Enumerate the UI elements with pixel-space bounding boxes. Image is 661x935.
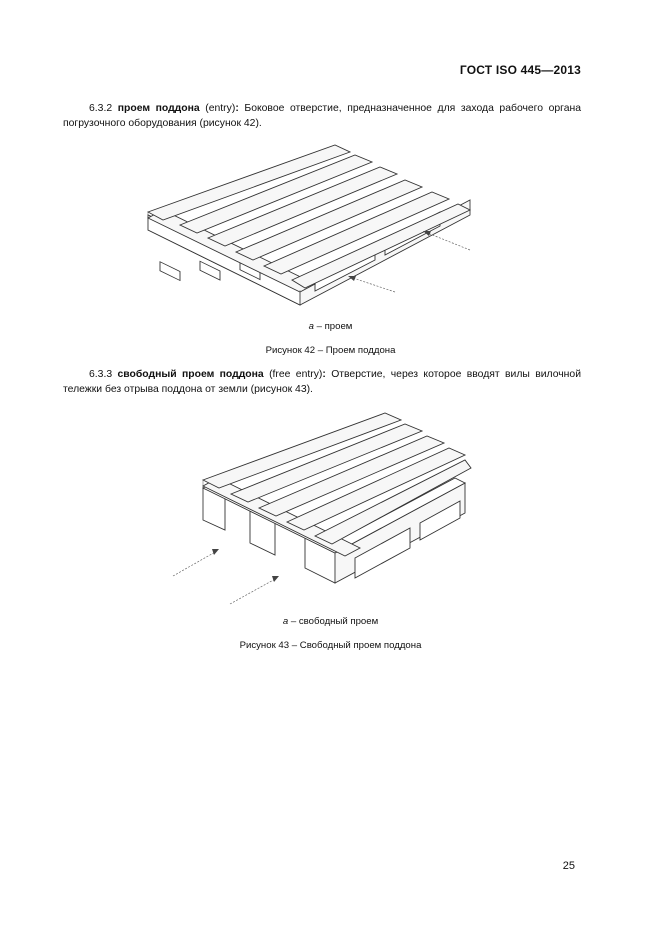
figure-43-caption: Рисунок 43 – Свободный проем поддона: [239, 640, 422, 651]
legend-text: – проем: [313, 321, 353, 332]
figure-43-pallet-free-entry: [165, 408, 475, 608]
term-english: (free entry): [269, 369, 323, 380]
term: проем поддона: [117, 103, 200, 114]
section-number: 6.3.2: [89, 103, 113, 114]
figure-42-caption: Рисунок 42 – Проем поддона: [265, 345, 396, 356]
pallet-drawing-43: [173, 413, 471, 604]
legend-text: – свободный проем: [288, 616, 379, 627]
definition: Боковое отверстие, предназначенное для захода рабочего органа погрузочного оборудования (рисунок 42).: [63, 103, 582, 129]
definition: Отверстие, через которое вводят вилы вилочной тележки без отрыва поддона от земли (рисунок 43).: [63, 369, 582, 395]
term-colon: :: [235, 103, 239, 114]
legend-letter: а: [308, 321, 314, 332]
document-header: ГОСТ ISO 445—2013: [459, 63, 581, 77]
paragraph-6-3-3: [63, 367, 581, 397]
figure-43-legend: [0, 616, 661, 627]
section-number: 6.3.3: [89, 369, 113, 380]
page-number: 25: [562, 860, 575, 872]
term: свободный проем поддона: [117, 369, 264, 380]
term-english: (entry): [205, 103, 236, 114]
pallet-drawing-42: [148, 145, 470, 305]
term-colon: :: [322, 369, 326, 380]
paragraph-6-3-2: [63, 101, 581, 131]
figure-42-pallet-entry: [140, 140, 480, 310]
figure-42-legend: [0, 321, 661, 332]
legend-letter: а: [282, 616, 289, 627]
